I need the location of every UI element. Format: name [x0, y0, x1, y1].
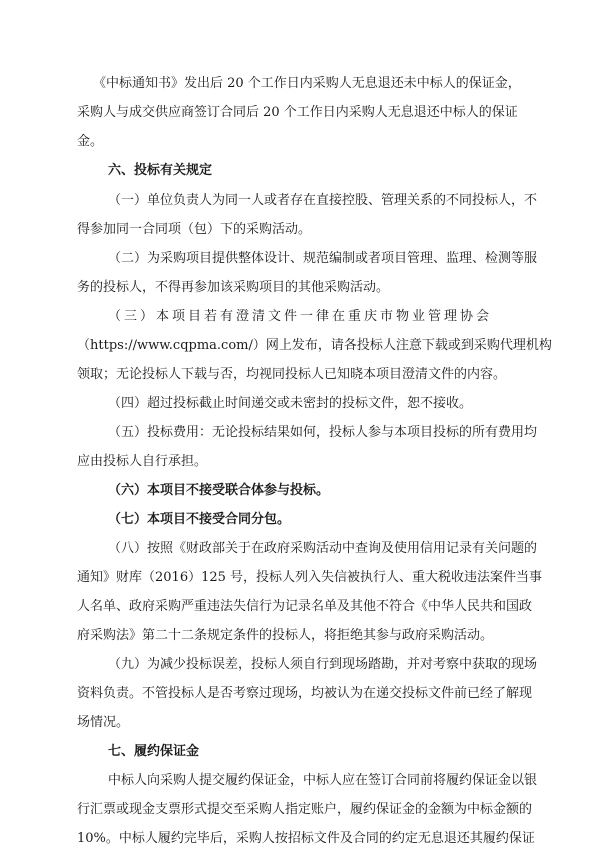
line: （七）本项目不接受合同分包。: [108, 512, 291, 527]
line: 资料负责。不管投标人是否考察过现场，均被认为在递交投标文件前已经了解现: [77, 686, 533, 701]
line: 金。: [77, 134, 104, 149]
line: （九）为减少投标误差，投标人须自行到现场踏勘，并对考察中获取的现场: [108, 657, 538, 672]
section-heading: 七、履约保证金: [108, 744, 200, 759]
line: 府采购法》第二十二条规定条件的投标人，将拒绝其参与政府采购活动。: [77, 628, 494, 643]
line: 务的投标人，不得再参加该采购项目的其他采购活动。: [77, 280, 390, 295]
line: 采购人与成交供应商签订合同后 20 个工作日内采购人无息退还中标人的保证: [77, 105, 518, 120]
line: 通知》财库（2016）125 号，投标人列入失信被执行人、重大税收违法案件当事: [77, 570, 543, 585]
line: （四）超过投标截止时间递交或未密封的投标文件，恕不接收。: [108, 396, 473, 411]
line: 行汇票或现金支票形式提交至采购人指定账户，履约保证金的金额为中标金额的: [77, 802, 533, 817]
line: 场情况。: [77, 715, 130, 730]
line: （一）单位负责人为同一人或者存在直接控股、管理关系的不同投标人，不: [108, 193, 538, 208]
line: 得参加同一合同项（包）下的采购活动。: [77, 222, 312, 237]
line: 中标人向采购人提交履约保证金，中标人应在签订合同前将履约保证金以银: [108, 773, 538, 788]
line: 应由投标人自行承担。: [77, 454, 208, 469]
line: 10%。中标人履约完毕后，采购人按招标文件及合同的约定无息退还其履约保证: [77, 831, 535, 846]
section-heading: 六、投标有关规定: [108, 163, 213, 178]
line: 领取；无论投标人下载与否，均视同投标人已知晓本项目澄清文件的内容。: [77, 367, 507, 382]
line: 人名单、政府采购严重违法失信行为记录名单及其他不符合《中华人民共和国政: [77, 599, 533, 614]
line: （https://www.cqpma.com/）网上发布，请各投标人注意下载或到采购代理机构: [77, 338, 552, 353]
line: （六）本项目不接受联合体参与投标。: [108, 483, 330, 498]
line: （五）投标费用：无论投标结果如何，投标人参与本项目投标的所有费用均: [108, 425, 538, 440]
line: 《中标通知书》发出后 20 个工作日内采购人无息退还未中标人的保证金，: [93, 76, 521, 91]
line: （八）按照《财政部关于在政府采购活动中查询及使用信用记录有关问题的: [108, 541, 538, 556]
line: （三）本项目若有澄清文件一律在重庆市物业管理协会: [108, 309, 493, 324]
line: （二）为采购项目提供整体设计、规范编制或者项目管理、监理、检测等服: [108, 251, 538, 266]
